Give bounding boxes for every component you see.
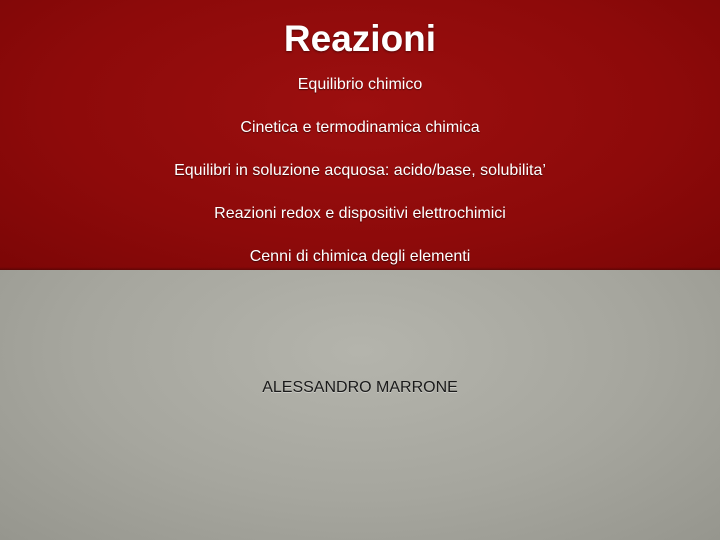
topic-item-equilibrio: Equilibrio chimico xyxy=(297,76,423,93)
topic-item-cinetica: Cinetica e termodinamica chimica xyxy=(240,119,480,136)
topic-item-equilibri-soluzione: Equilibri in soluzione acquosa: acido/base, solubilita’ xyxy=(174,162,546,179)
footer-background-band xyxy=(0,270,720,540)
topic-list xyxy=(0,70,720,285)
slide-title: Reazioni xyxy=(283,18,437,59)
topic-item-elementi: Cenni di chimica degli elementi xyxy=(249,248,471,265)
author-name: ALESSANDRO MARRONE xyxy=(262,379,458,396)
topic-item-redox: Reazioni redox e dispositivi elettrochimici xyxy=(214,205,506,222)
